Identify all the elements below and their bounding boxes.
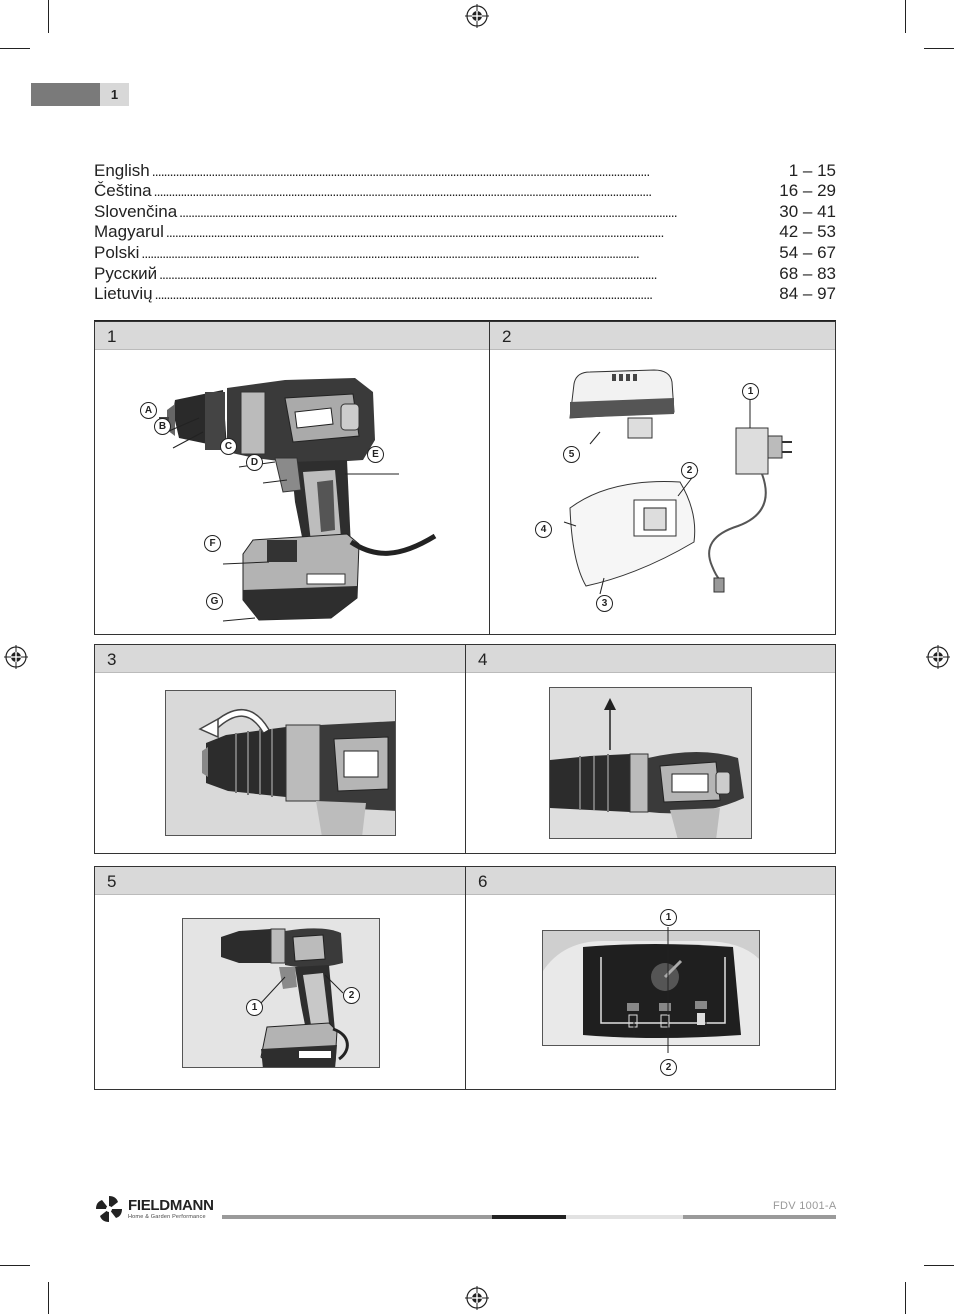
figure-panel-6 [465, 866, 836, 1090]
chuck-photo-graphic [166, 691, 396, 836]
toc-entry[interactable] [94, 242, 836, 263]
toc-entry[interactable] [94, 201, 836, 222]
page-number: 1 [100, 83, 129, 106]
callout-1: 1 [660, 909, 677, 926]
toc-pages: 84 – 97 [779, 284, 836, 304]
toc-pages: 54 – 67 [779, 242, 836, 262]
registration-mark-icon [4, 645, 28, 669]
callout-4: 4 [535, 521, 552, 538]
toc-entry[interactable] [94, 284, 836, 305]
callout-5: 5 [563, 446, 580, 463]
fieldmann-logo-icon [94, 1194, 124, 1224]
toc-language: Русский [94, 263, 158, 283]
callout-a: A [140, 402, 157, 419]
toc-pages: 42 – 53 [779, 222, 836, 242]
callout-d: D [246, 454, 263, 471]
brand-tagline: Home & Garden Performance [128, 1214, 206, 1220]
toc-language: Magyarul [94, 222, 164, 242]
toc-language: Lietuvių [94, 284, 153, 304]
registration-mark-icon [465, 4, 489, 28]
callout-3: 3 [596, 595, 613, 612]
toc-entry[interactable] [94, 222, 836, 243]
toc-pages: 68 – 83 [779, 263, 836, 283]
figure-number: 4 [466, 645, 835, 673]
toc-pages: 30 – 41 [779, 201, 836, 221]
toc-language: Čeština [94, 181, 152, 201]
registration-mark-icon [926, 645, 950, 669]
figure-panel-4 [465, 644, 836, 854]
chuck-photo-graphic [550, 688, 752, 839]
page-tab-marker [31, 83, 100, 106]
crop-mark [924, 48, 954, 49]
footer-bar-segment [566, 1215, 683, 1219]
figure-panel-5 [94, 866, 466, 1090]
toc-language: Slovenčina [94, 201, 178, 221]
registration-mark-icon [465, 1286, 489, 1310]
callout-2: 2 [343, 987, 360, 1004]
toc-entry[interactable] [94, 263, 836, 284]
crop-mark [0, 1265, 30, 1266]
callout-g: G [206, 593, 223, 610]
toc-entry[interactable] [94, 160, 836, 181]
toc-entry[interactable] [94, 181, 836, 202]
callout-1: 1 [742, 383, 759, 400]
callout-f: F [204, 535, 221, 552]
figure-number: 5 [95, 867, 465, 895]
figure-panel-3 [94, 644, 466, 854]
figure-number: 6 [466, 867, 835, 895]
figure-number: 2 [490, 322, 835, 350]
footer-bar-segment [683, 1215, 836, 1219]
crop-mark [48, 1282, 49, 1314]
toc-pages: 1 – 15 [788, 160, 836, 180]
toc-pages: 16 – 29 [779, 181, 836, 201]
chuck-rotation-photo [165, 690, 396, 836]
callout-2: 2 [681, 462, 698, 479]
charger-illustration [530, 362, 810, 617]
callout-2: 2 [660, 1059, 677, 1076]
footer-bar-segment [492, 1215, 566, 1219]
callout-1: 1 [246, 999, 263, 1016]
callout-leaders [616, 921, 716, 1061]
chuck-removal-photo [549, 687, 752, 839]
toc-language: English [94, 160, 150, 180]
model-code: FDV 1001-A [773, 1200, 837, 1212]
callout-c: C [220, 438, 237, 455]
figure-number: 3 [95, 645, 465, 673]
callout-e: E [367, 446, 384, 463]
crop-mark [905, 1282, 906, 1314]
crop-mark [924, 1265, 954, 1266]
figure-panel-1 [94, 321, 490, 635]
figure-number: 1 [95, 322, 489, 350]
footer-bar-segment [222, 1215, 492, 1219]
crop-mark [905, 0, 906, 33]
crop-mark [48, 0, 49, 33]
brand-name: FIELDMANN [128, 1197, 214, 1214]
figure-panel-2 [489, 321, 836, 635]
table-of-contents [94, 160, 836, 304]
callout-b: B [154, 418, 171, 435]
drill-illustration [135, 362, 455, 627]
crop-mark [0, 48, 30, 49]
toc-language: Polski [94, 242, 140, 262]
